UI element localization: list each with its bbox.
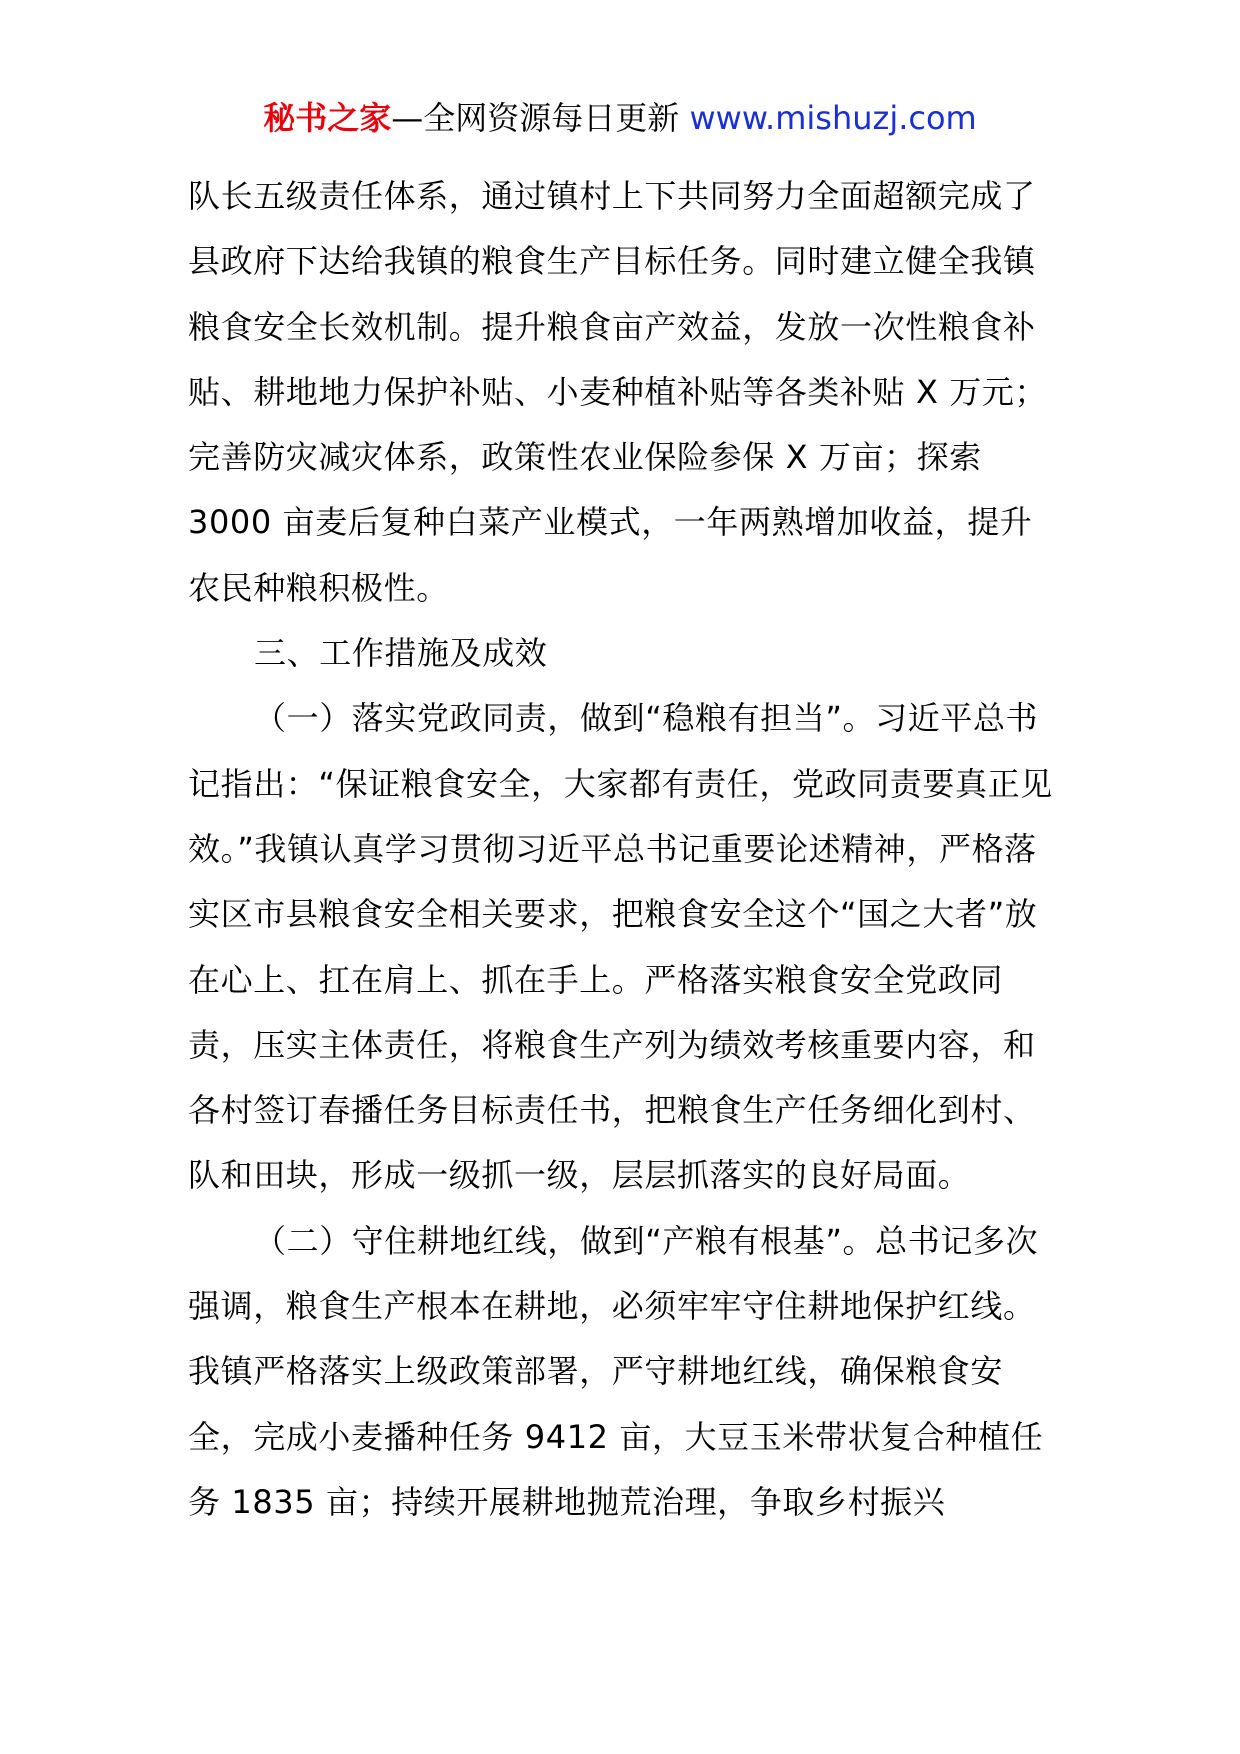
paragraph-measure-2: （二）守住耕地红线，做到“产粮有根基”。总书记多次强调，粮食生产根本在耕地，必须牢牢守住耕地保护红线。我镇严格落实上级政策部署，严守耕地红线，确保粮食安全，完成小麦播种任务 9412 亩，大豆玉米带状复合种植任务 1835 亩；持续开展耕地抛荒治理，争取乡村振兴 [188,1221,1044,1521]
site-slogan: —全网资源每日更新 [391,99,690,137]
site-url-link[interactable]: www.mishuzj.com [689,99,977,137]
section-heading: 三、工作措施及成效 [254,634,548,673]
document-body [188,164,1056,1535]
site-header [0,96,1240,140]
paragraph-continued: 队长五级责任体系，通过镇村上下共同努力全面超额完成了县政府下达给我镇的粮食生产目标任务。同时建立健全我镇粮食安全长效机制。提升粮食亩产效益，发放一次性粮食补贴、耕地地力保护补贴、小麦种植补贴等各类补贴 X 万元；完善防灾减灾体系，政策性农业保险参保 X 万亩；探索 3000 亩麦后复种白菜产业模式，一年两熟增加收益，提升农民种粮积极性。 [188,177,1048,607]
paragraph-measure-1: （一）落实党政同责，做到“稳粮有担当”。习近平总书记指出：“保证粮食安全，大家都有责任，党政同责要真正见效。”我镇认真学习贯彻习近平总书记重要论述精神，严格落实区市县粮食安全相关要求，把粮食安全这个“国之大者”放在心上、扛在肩上、抓在手上。严格落实粮食安全党政同责，压实主体责任，将粮食生产列为绩效考核重要内容，和各村签订春播任务目标责任书，把粮食生产任务细化到村、队和田块，形成一级抓一级，层层抓落实的良好局面。 [188,699,1053,1195]
site-brand: 秘书之家 [263,99,392,137]
